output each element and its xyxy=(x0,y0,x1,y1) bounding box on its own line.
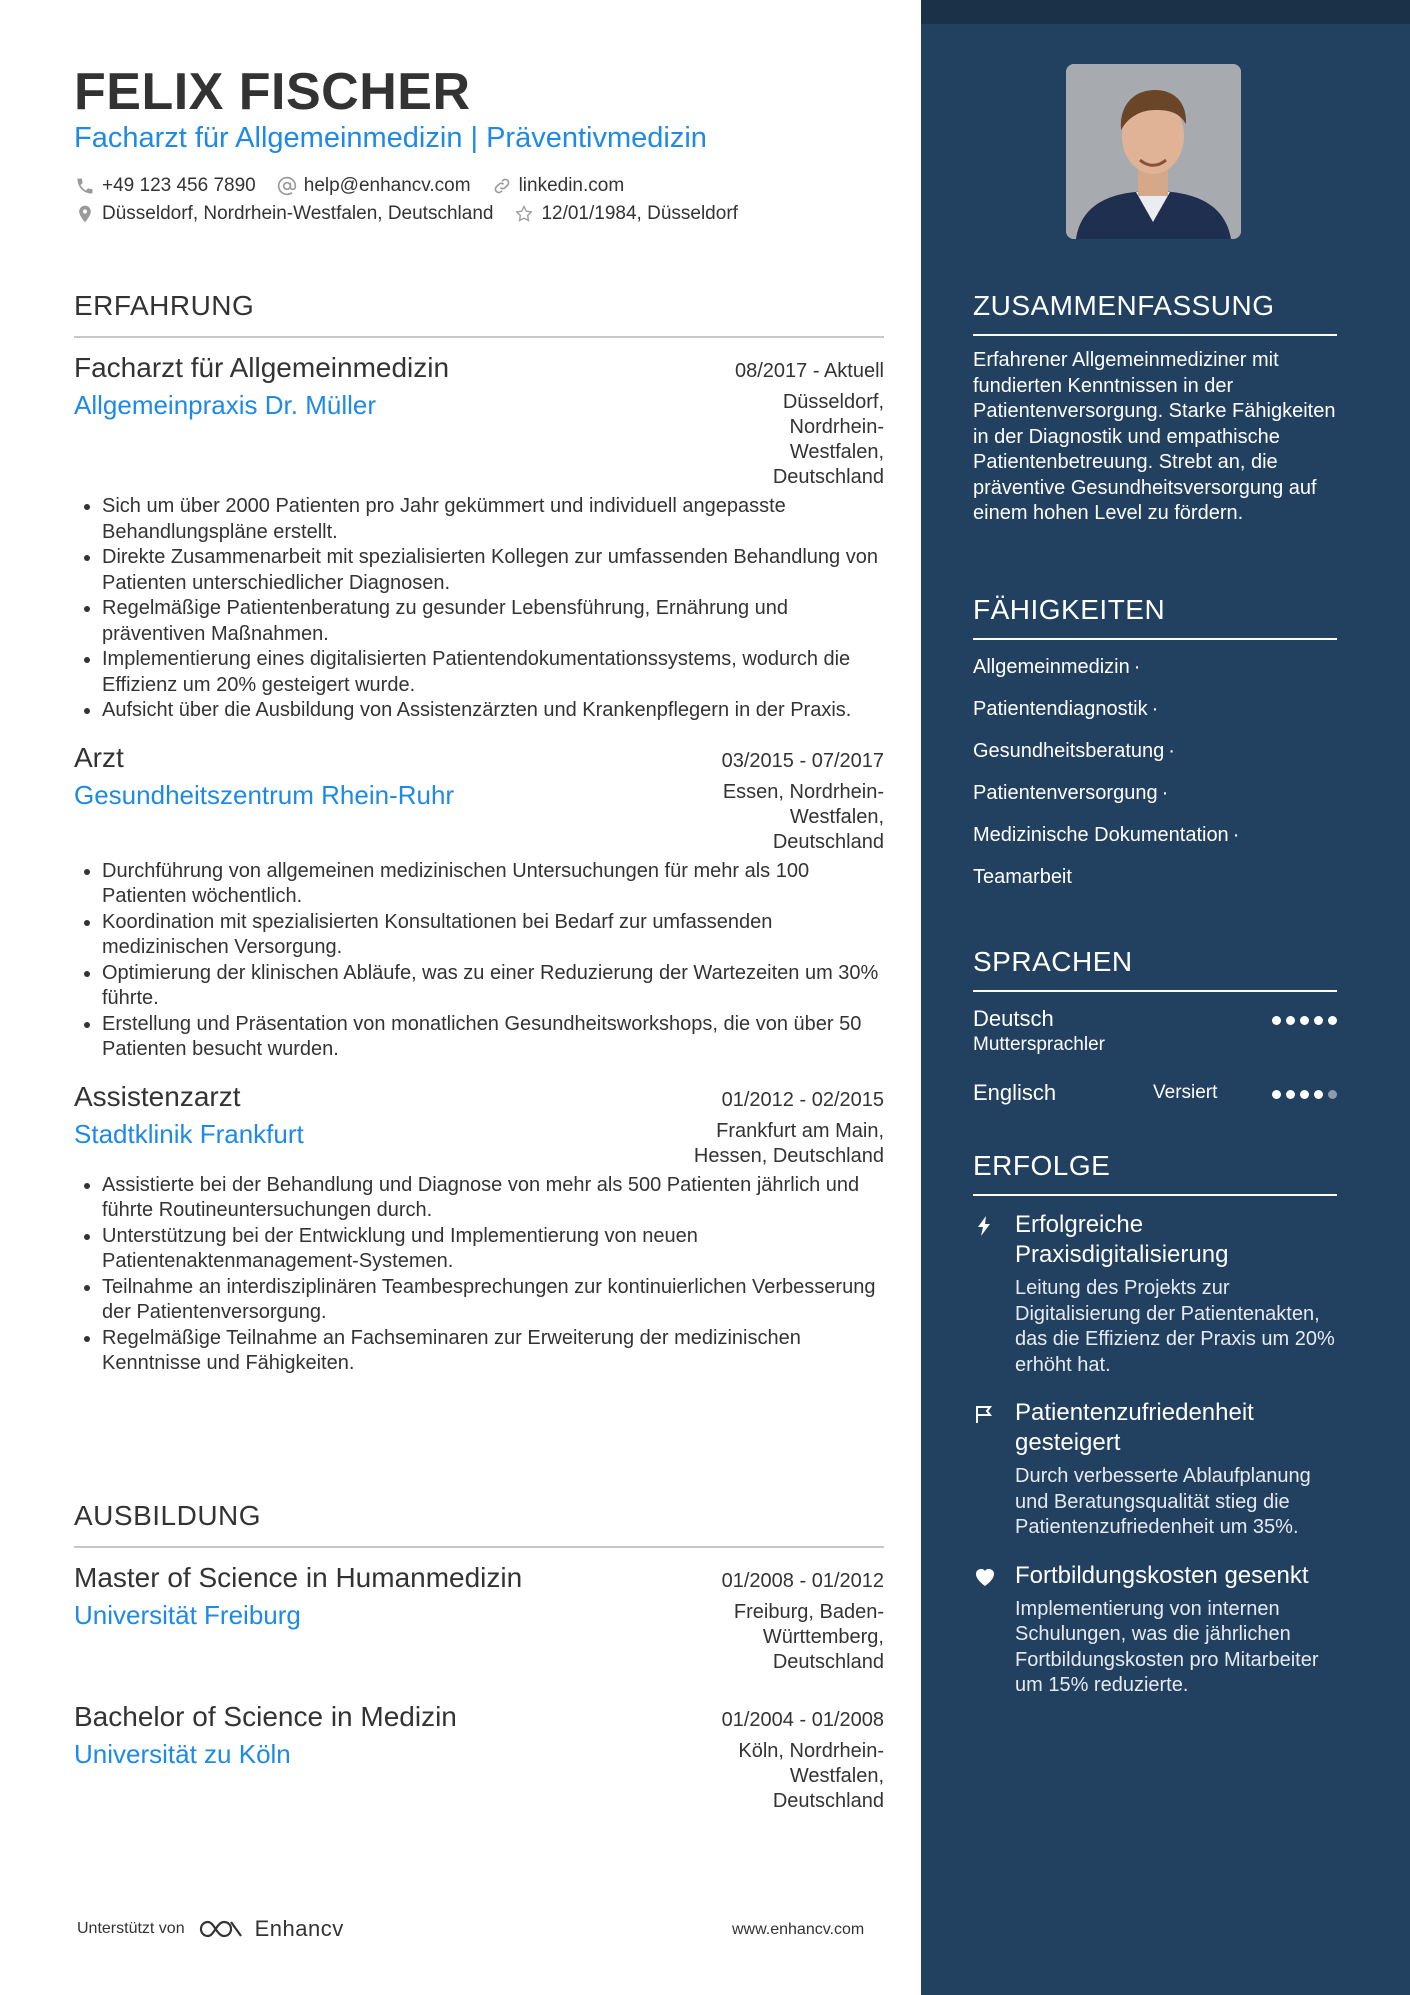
education-entry xyxy=(74,1701,884,1814)
job-bullets xyxy=(74,494,884,724)
achievements-section xyxy=(973,1150,1337,1699)
rating-dot xyxy=(1286,1016,1295,1025)
skill-item: Gesundheitsberatung · xyxy=(973,740,1175,762)
bullet-item: • Aufsicht über die Ausbildung von Assistenzärzten und Krankenpflegern in der Praxis. xyxy=(102,698,884,724)
brand-name: Enhancv xyxy=(254,1916,344,1941)
job-location: Frankfurt am Main, Hessen, Deutschland xyxy=(693,1119,884,1167)
phone-text: +49 123 456 7890 xyxy=(102,175,256,196)
language-item xyxy=(973,992,1337,1066)
achievement-title: Fortbildungskosten gesenkt xyxy=(1015,1561,1309,1589)
bullet-item: • Regelmäßige Teilnahme an Fachseminaren zur Erweiterung der medizinischen Kenntnisse und Fähigkeiten. xyxy=(102,1326,884,1377)
contact-birth xyxy=(513,203,737,225)
rating-dot xyxy=(1314,1090,1323,1099)
bullet-item: • Direkte Zusammenarbeit mit spezialisierten Kollegen zur umfassenden Behandlung von Patienten unterschiedlicher Diagnosen. xyxy=(102,545,884,596)
bullet-item: • Implementierung eines digitalisierten Patientendokumentationssystems, wodurch die Effizienz um 20% gesteigert wurde. xyxy=(102,647,884,698)
experience-entry xyxy=(74,352,884,724)
skill-item: Patientendiagnostik · xyxy=(973,698,1159,720)
language-name: Deutsch xyxy=(973,1006,1054,1031)
achievement-title: Erfolgreiche Praxisdigitalisierung xyxy=(1015,1211,1229,1268)
bullet-item: • Erstellung und Präsentation von monatlichen Gesundheitsworkshops, die von über 50 Patienten besucht wurden. xyxy=(102,1012,884,1063)
contact-email[interactable] xyxy=(276,175,471,197)
language-level: Muttersprachler xyxy=(973,1034,1105,1055)
company-name[interactable]: Allgemeinpraxis Dr. Müller xyxy=(74,390,376,420)
rating-dot xyxy=(1328,1016,1337,1025)
rating-dot xyxy=(1300,1016,1309,1025)
rating-dot xyxy=(1272,1090,1281,1099)
rating-dot xyxy=(1314,1016,1323,1025)
bullet-item: • Unterstützung bei der Entwicklung und Implementierung von neuen Patientenaktenmanagement-Systemen. xyxy=(102,1224,884,1275)
school-name[interactable]: Universität zu Köln xyxy=(74,1739,291,1769)
lightning-icon xyxy=(973,1214,997,1238)
rating-dot xyxy=(1328,1090,1337,1099)
language-item xyxy=(973,1066,1337,1118)
degree-title: Bachelor of Science in Medizin xyxy=(74,1701,457,1732)
education-location: Köln, Nordrhein-Westfalen, Deutschland xyxy=(738,1740,884,1812)
job-title: Assistenzarzt xyxy=(74,1080,241,1112)
language-name: Englisch xyxy=(973,1080,1057,1105)
link-icon xyxy=(491,175,513,197)
experience-entry xyxy=(74,742,884,1063)
achievement-item xyxy=(973,1561,1337,1699)
sidebar-top-bar xyxy=(921,0,1410,24)
education-section xyxy=(74,1500,884,1814)
linkedin-text: linkedin.com xyxy=(518,175,625,196)
school-name[interactable]: Universität Freiburg xyxy=(74,1600,301,1630)
skill-item: Patientenversorgung · xyxy=(973,782,1169,804)
language-level: Versiert xyxy=(1153,1082,1218,1103)
skill-item: Allgemeinmedizin · xyxy=(973,656,1141,678)
rating-dot xyxy=(1300,1090,1309,1099)
bullet-item: • Koordination mit spezialisierten Konsultationen bei Bedarf zur umfassenden medizinischen Versorgung. xyxy=(102,910,884,961)
footer-branding xyxy=(77,1916,344,1942)
skills-list xyxy=(973,646,1337,898)
language-rating xyxy=(1267,1016,1337,1025)
contact-location xyxy=(74,203,493,225)
education-entry xyxy=(74,1562,884,1675)
education-dates: 01/2008 - 01/2012 xyxy=(721,1570,884,1592)
skill-item: Teamarbeit xyxy=(973,866,1072,888)
candidate-name: FELIX FISCHER xyxy=(74,63,471,121)
bullet-item: • Durchführung von allgemeinen medizinischen Untersuchungen für mehr als 100 Patienten wöchentlich. xyxy=(102,859,884,910)
job-location: Düsseldorf, Nordrhein-Westfalen, Deutschland xyxy=(772,391,884,488)
footer-website[interactable]: www.enhancv.com xyxy=(732,1921,865,1938)
job-location: Essen, Nordrhein-Westfalen, Deutschland xyxy=(722,780,884,853)
languages-title: SPRACHEN xyxy=(973,946,1337,992)
heart-icon xyxy=(973,1565,997,1589)
achievements-title: ERFOLGE xyxy=(973,1150,1337,1196)
phone-icon xyxy=(74,175,96,197)
bullet-item: • Sich um über 2000 Patienten pro Jahr gekümmert und individuell angepasste Behandlungspläne erstellt. xyxy=(102,494,884,545)
rating-dot xyxy=(1272,1016,1281,1025)
achievement-title: Patientenzufriedenheit gesteigert xyxy=(1015,1399,1254,1456)
enhancv-logo-icon xyxy=(197,1917,245,1941)
contact-linkedin[interactable] xyxy=(491,175,625,197)
job-bullets xyxy=(74,1173,884,1377)
achievement-desc: Durch verbesserte Ablaufplanung und Beratungsqualität stieg die Patientenzufriedenheit um 35%. xyxy=(1015,1465,1311,1538)
languages-section xyxy=(973,946,1337,1118)
bullet-item: • Regelmäßige Patientenberatung zu gesunder Lebensführung, Ernährung und präventiven Maßnahmen. xyxy=(102,596,884,647)
bullet-item: • Teilnahme an interdisziplinären Teambesprechungen zur kontinuierlichen Verbesserung der Patientenversorgung. xyxy=(102,1275,884,1326)
contact-info xyxy=(74,172,894,228)
powered-by-text: Unterstützt von xyxy=(77,1920,185,1937)
summary-section xyxy=(973,290,1337,527)
contact-phone[interactable] xyxy=(74,175,256,197)
education-location: Freiburg, Baden-Württemberg, Deutschland xyxy=(733,1601,884,1673)
experience-entry xyxy=(74,1081,884,1377)
job-title: Arzt xyxy=(74,741,124,773)
flag-icon xyxy=(973,1402,997,1426)
experience-section xyxy=(74,290,884,1377)
job-dates: 08/2017 - Aktuell xyxy=(735,360,884,382)
star-icon xyxy=(513,203,535,225)
sidebar xyxy=(921,0,1410,1995)
skills-section xyxy=(973,594,1337,898)
education-title: AUSBILDUNG xyxy=(74,1500,884,1548)
achievement-item xyxy=(973,1398,1337,1541)
education-dates: 01/2004 - 01/2008 xyxy=(721,1709,884,1731)
candidate-headline: Facharzt für Allgemeinmedizin | Präventivmedizin xyxy=(74,122,707,154)
rating-dot xyxy=(1286,1090,1295,1099)
bullet-item: • Optimierung der klinischen Abläufe, was zu einer Reduzierung der Wartezeiten um 30% führte. xyxy=(102,961,884,1012)
at-icon xyxy=(276,175,298,197)
achievement-desc: Leitung des Projekts zur Digitalisierung der Patientenakten, das die Effizienz der Praxis um 20% erhöht hat. xyxy=(1015,1277,1335,1376)
job-title: Facharzt für Allgemeinmedizin xyxy=(74,352,450,383)
job-dates: 01/2012 - 02/2015 xyxy=(721,1088,884,1111)
skills-title: FÄHIGKEITEN xyxy=(973,594,1337,640)
profile-photo xyxy=(1066,64,1241,239)
email-text: help@enhancv.com xyxy=(303,175,471,196)
skill-item: Medizinische Dokumentation · xyxy=(973,824,1240,846)
achievement-desc: Implementierung von internen Schulungen, was die jährlichen Fortbildungskosten pro Mitarbeiter um 15% reduzierte. xyxy=(1015,1597,1319,1696)
job-dates: 03/2015 - 07/2017 xyxy=(721,749,884,772)
degree-title: Master of Science in Humanmedizin xyxy=(74,1562,523,1593)
summary-text: Erfahrener Allgemeinmediziner mit fundierten Kenntnissen in der Patientenversorgung. Starke Fähigkeiten in der Diagnostik und empathische Patientenbetreuung. Strebt an, die präventive Gesundheitsversorgung auf einem hohen Level zu fördern. xyxy=(973,349,1336,524)
summary-title: ZUSAMMENFASSUNG xyxy=(973,290,1337,336)
bullet-item: • Assistierte bei der Behandlung und Diagnose von mehr als 500 Patienten jährlich und führte Routineuntersuchungen durch. xyxy=(102,1173,884,1224)
achievement-item xyxy=(973,1210,1337,1378)
job-bullets xyxy=(74,859,884,1063)
experience-title: ERFAHRUNG xyxy=(74,290,884,338)
location-text: Düsseldorf, Nordrhein-Westfalen, Deutschland xyxy=(102,203,494,224)
location-pin-icon xyxy=(74,203,96,225)
language-rating xyxy=(1267,1090,1337,1099)
company-name[interactable]: Stadtklinik Frankfurt xyxy=(74,1118,304,1149)
company-name[interactable]: Gesundheitszentrum Rhein-Ruhr xyxy=(74,779,455,810)
birth-text: 12/01/1984, Düsseldorf xyxy=(541,203,738,224)
